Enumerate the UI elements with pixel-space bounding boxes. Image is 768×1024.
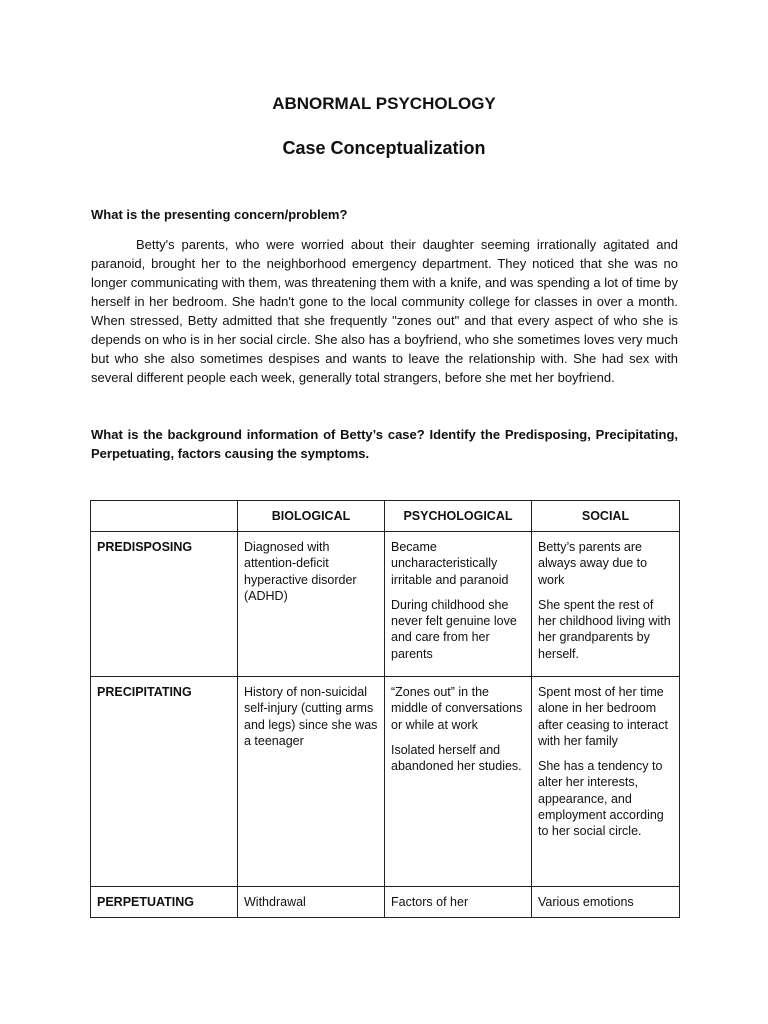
cell-text: Withdrawal: [244, 895, 306, 909]
cell-text: Factors of her: [391, 895, 469, 909]
predisposing-social: [532, 532, 680, 677]
document-title: ABNORMAL PSYCHOLOGY: [272, 94, 496, 113]
factors-table: [90, 500, 680, 918]
cell-text: Various emotions: [538, 895, 634, 909]
table-header-row: [91, 501, 680, 532]
predisposing-psychological: [385, 532, 532, 677]
header-social: SOCIAL: [532, 501, 680, 532]
perpetuating-psychological: [385, 887, 532, 918]
table-row-predisposing: [91, 532, 680, 677]
header-empty-cell: [91, 501, 238, 532]
cell-text: Isolated herself and abandoned her studies.: [391, 742, 522, 774]
predisposing-biological: [238, 532, 385, 677]
case-paragraph: Betty's parents, who were worried about their daughter seeming irrationally agitated and paranoid, brought her to the neighborhood emergency department. They noticed that she was no longer communicating with them, was threatening them with a knife, and was spending a lot of time by herself in her bedroom. She hadn't gone to the local community college for classes in over a month. When stressed, Betty admitted that she frequently "zones out" and that every aspect of who she is depends on who is in her social circle. She also has a boyfriend, who she sometimes loves very much but who she also sometimes despises and wants to leave the relationship with. She had sex with several different people each week, generally total strangers, before she met her boyfriend.: [91, 237, 678, 385]
perpetuating-social: [532, 887, 680, 918]
table-row-perpetuating: [91, 887, 680, 918]
precipitating-social: [532, 677, 680, 887]
question-presenting-concern: What is the presenting concern/problem?: [91, 207, 348, 222]
row-label-predisposing: PREDISPOSING: [91, 532, 238, 677]
question-background: What is the background information of Betty’s case? Identify the Predisposing, Precipitating, Perpetuating, factors causing the symptoms.: [91, 427, 678, 461]
cell-text: Became uncharacteristically irritable and paranoid: [391, 540, 509, 587]
document-subtitle: Case Conceptualization: [282, 138, 486, 158]
header-biological: BIOLOGICAL: [238, 501, 385, 532]
perpetuating-biological: [238, 887, 385, 918]
precipitating-biological: [238, 677, 385, 887]
cell-text: She has a tendency to alter her interests, appearance, and employment according to her social circle.: [538, 759, 664, 839]
cell-text: Spent most of her time alone in her bedroom after ceasing to interact with her family: [538, 685, 668, 748]
table-row-precipitating: [91, 677, 680, 887]
cell-text: History of non-suicidal self-injury (cutting arms and legs) since she was a teenager: [244, 685, 378, 748]
cell-text: “Zones out” in the middle of conversations or while at work: [391, 685, 523, 732]
row-label-perpetuating: PERPETUATING: [91, 887, 238, 918]
cell-text: During childhood she never felt genuine love and care from her parents: [391, 597, 517, 661]
cell-text: Diagnosed with attention-deficit hyperactive disorder (ADHD): [244, 540, 357, 603]
precipitating-psychological: [385, 677, 532, 887]
row-label-precipitating: PRECIPITATING: [91, 677, 238, 887]
cell-text: She spent the rest of her childhood living with her grandparents by herself.: [538, 597, 671, 661]
header-psychological: PSYCHOLOGICAL: [385, 501, 532, 532]
cell-text: Betty’s parents are always away due to work: [538, 540, 648, 587]
